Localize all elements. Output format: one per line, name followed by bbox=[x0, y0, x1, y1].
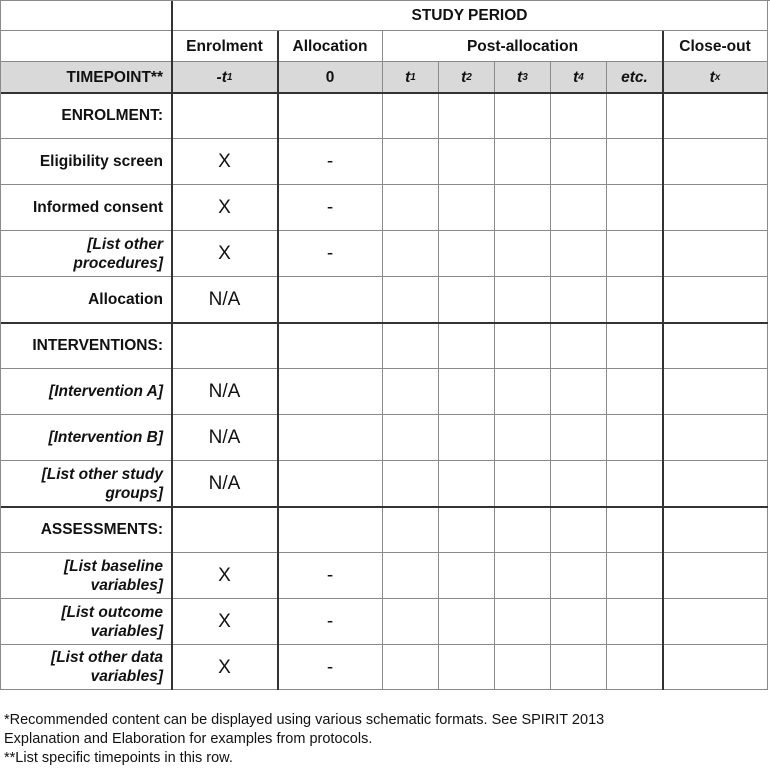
table-cell bbox=[607, 231, 663, 277]
other-procedures-allocation-value: - bbox=[278, 231, 383, 277]
informed-consent-label: Informed consent bbox=[0, 185, 172, 231]
table-cell bbox=[495, 231, 551, 277]
table-cell bbox=[551, 415, 607, 461]
assessments-divider bbox=[0, 506, 768, 508]
enrolment-phase-header: Enrolment bbox=[172, 31, 278, 62]
table-cell bbox=[551, 93, 607, 139]
table-cell bbox=[607, 645, 663, 690]
other-data-allocation-value: - bbox=[278, 645, 383, 690]
table-cell bbox=[495, 323, 551, 369]
timepoint-t3: t 3 bbox=[495, 62, 551, 93]
intervention-b-label: [Intervention B] bbox=[0, 415, 172, 461]
close-out-header: Close-out bbox=[663, 31, 768, 62]
consent-enrolment-value: X bbox=[172, 185, 278, 231]
table-cell bbox=[607, 461, 663, 507]
footnotes bbox=[4, 711, 604, 768]
table-cell bbox=[172, 323, 278, 369]
timepoint-etc: etc. bbox=[607, 62, 663, 93]
outcome-allocation-value: - bbox=[278, 599, 383, 645]
table-cell bbox=[663, 507, 768, 553]
table-cell bbox=[663, 599, 768, 645]
table-cell bbox=[495, 415, 551, 461]
table-cell bbox=[495, 645, 551, 690]
table-cell bbox=[278, 369, 383, 415]
baseline-variables-label: [List baseline variables] bbox=[0, 553, 172, 599]
table-cell bbox=[439, 369, 495, 415]
table-cell bbox=[383, 461, 439, 507]
table-cell bbox=[607, 507, 663, 553]
table-cell bbox=[663, 553, 768, 599]
left-border bbox=[0, 0, 1, 690]
table-cell bbox=[663, 645, 768, 690]
table-cell bbox=[278, 461, 383, 507]
table-cell bbox=[278, 93, 383, 139]
table-cell bbox=[663, 139, 768, 185]
corner-blank-cell bbox=[0, 0, 172, 31]
baseline-enrolment-value: X bbox=[172, 553, 278, 599]
table-cell bbox=[495, 507, 551, 553]
table-cell bbox=[383, 93, 439, 139]
table-cell bbox=[495, 553, 551, 599]
table-cell bbox=[495, 277, 551, 323]
table-cell bbox=[663, 461, 768, 507]
other-groups-enrolment-value: N/A bbox=[172, 461, 278, 507]
table-cell bbox=[607, 93, 663, 139]
other-data-variables-label: [List other data variables] bbox=[0, 645, 172, 690]
table-cell bbox=[663, 93, 768, 139]
timepoint-tx: t x bbox=[663, 62, 768, 93]
table-cell bbox=[607, 139, 663, 185]
footnote-2: **List specific timepoints in this row. bbox=[4, 750, 233, 766]
intervention-a-enrolment-value: N/A bbox=[172, 369, 278, 415]
table-cell bbox=[278, 323, 383, 369]
top-border bbox=[0, 0, 770, 1]
label-column-divider bbox=[171, 0, 173, 690]
table-cell bbox=[495, 185, 551, 231]
consent-allocation-value: - bbox=[278, 185, 383, 231]
table-cell bbox=[663, 231, 768, 277]
table-cell bbox=[607, 553, 663, 599]
table-cell bbox=[551, 139, 607, 185]
interventions-divider bbox=[0, 322, 768, 324]
table-cell bbox=[383, 507, 439, 553]
other-procedures-label: [List other procedures] bbox=[0, 231, 172, 277]
table-cell bbox=[383, 415, 439, 461]
table-cell bbox=[383, 553, 439, 599]
table-cell bbox=[172, 93, 278, 139]
table-cell bbox=[551, 553, 607, 599]
table-cell bbox=[551, 231, 607, 277]
table-cell bbox=[383, 139, 439, 185]
other-study-groups-label: [List other study groups] bbox=[0, 461, 172, 507]
other-data-enrolment-value: X bbox=[172, 645, 278, 690]
table-cell bbox=[278, 415, 383, 461]
table-cell bbox=[607, 277, 663, 323]
table-cell bbox=[383, 645, 439, 690]
table-cell bbox=[383, 323, 439, 369]
table-cell bbox=[439, 415, 495, 461]
timepoint-t1: t 1 bbox=[383, 62, 439, 93]
table-cell bbox=[383, 599, 439, 645]
timepoint-t2: t 2 bbox=[439, 62, 495, 93]
table-cell bbox=[663, 323, 768, 369]
table-cell bbox=[551, 323, 607, 369]
eligibility-screen-label: Eligibility screen bbox=[0, 139, 172, 185]
allocation-enrolment-value: N/A bbox=[172, 277, 278, 323]
table-cell bbox=[663, 415, 768, 461]
table-cell bbox=[278, 277, 383, 323]
table-cell bbox=[607, 415, 663, 461]
table-cell bbox=[551, 461, 607, 507]
intervention-b-enrolment-value: N/A bbox=[172, 415, 278, 461]
table-cell bbox=[439, 323, 495, 369]
table-cell bbox=[383, 185, 439, 231]
other-procedures-enrolment-value: X bbox=[172, 231, 278, 277]
table-cell bbox=[439, 553, 495, 599]
table-cell bbox=[551, 185, 607, 231]
table-cell bbox=[439, 645, 495, 690]
timepoint-label: TIMEPOINT** bbox=[0, 62, 172, 93]
table-cell bbox=[439, 139, 495, 185]
study-period-header: STUDY PERIOD bbox=[172, 0, 768, 31]
table-cell bbox=[383, 277, 439, 323]
table-cell bbox=[663, 185, 768, 231]
timepoint-enrolment: -t 1 bbox=[172, 62, 278, 93]
table-cell bbox=[439, 277, 495, 323]
footnote-1-cont: Explanation and Elaboration for examples from protocols. bbox=[4, 731, 373, 747]
table-cell bbox=[663, 277, 768, 323]
table-cell bbox=[172, 507, 278, 553]
table-cell bbox=[607, 185, 663, 231]
table-cell bbox=[439, 93, 495, 139]
table-cell bbox=[551, 507, 607, 553]
table-cell bbox=[551, 599, 607, 645]
post-allocation-header: Post-allocation bbox=[383, 31, 663, 62]
table-cell bbox=[607, 369, 663, 415]
table-cell bbox=[439, 599, 495, 645]
allocation-row-label: Allocation bbox=[0, 277, 172, 323]
section-enrolment-label: ENROLMENT: bbox=[0, 93, 172, 139]
allocation-phase-header: Allocation bbox=[278, 31, 383, 62]
outcome-variables-label: [List outcome variables] bbox=[0, 599, 172, 645]
timepoint-t4: t 4 bbox=[551, 62, 607, 93]
intervention-a-label: [Intervention A] bbox=[0, 369, 172, 415]
eligibility-allocation-value: - bbox=[278, 139, 383, 185]
table-cell bbox=[495, 93, 551, 139]
outcome-enrolment-value: X bbox=[172, 599, 278, 645]
timepoint-divider bbox=[0, 92, 768, 94]
table-cell bbox=[383, 231, 439, 277]
table-cell bbox=[607, 599, 663, 645]
table-cell bbox=[607, 323, 663, 369]
table-cell bbox=[278, 507, 383, 553]
table-cell bbox=[495, 599, 551, 645]
table-cell bbox=[551, 369, 607, 415]
baseline-allocation-value: - bbox=[278, 553, 383, 599]
table-cell bbox=[383, 369, 439, 415]
close-out-column-divider bbox=[662, 31, 664, 690]
table-cell bbox=[663, 369, 768, 415]
enrolment-column-divider bbox=[277, 31, 279, 690]
table-cell bbox=[439, 507, 495, 553]
table-cell bbox=[495, 461, 551, 507]
table-cell bbox=[551, 645, 607, 690]
timepoint-allocation: 0 bbox=[278, 62, 383, 93]
footnote-1: *Recommended content can be displayed using various schematic formats. See SPIRIT 2013 bbox=[4, 712, 605, 728]
section-interventions-label: INTERVENTIONS: bbox=[0, 323, 172, 369]
table-cell bbox=[439, 461, 495, 507]
table-cell bbox=[439, 185, 495, 231]
table-cell bbox=[495, 369, 551, 415]
section-assessments-label: ASSESSMENTS: bbox=[0, 507, 172, 553]
table-cell bbox=[439, 231, 495, 277]
table-cell bbox=[551, 277, 607, 323]
eligibility-enrolment-value: X bbox=[172, 139, 278, 185]
blank-header-cell bbox=[0, 31, 172, 62]
table-cell bbox=[495, 139, 551, 185]
